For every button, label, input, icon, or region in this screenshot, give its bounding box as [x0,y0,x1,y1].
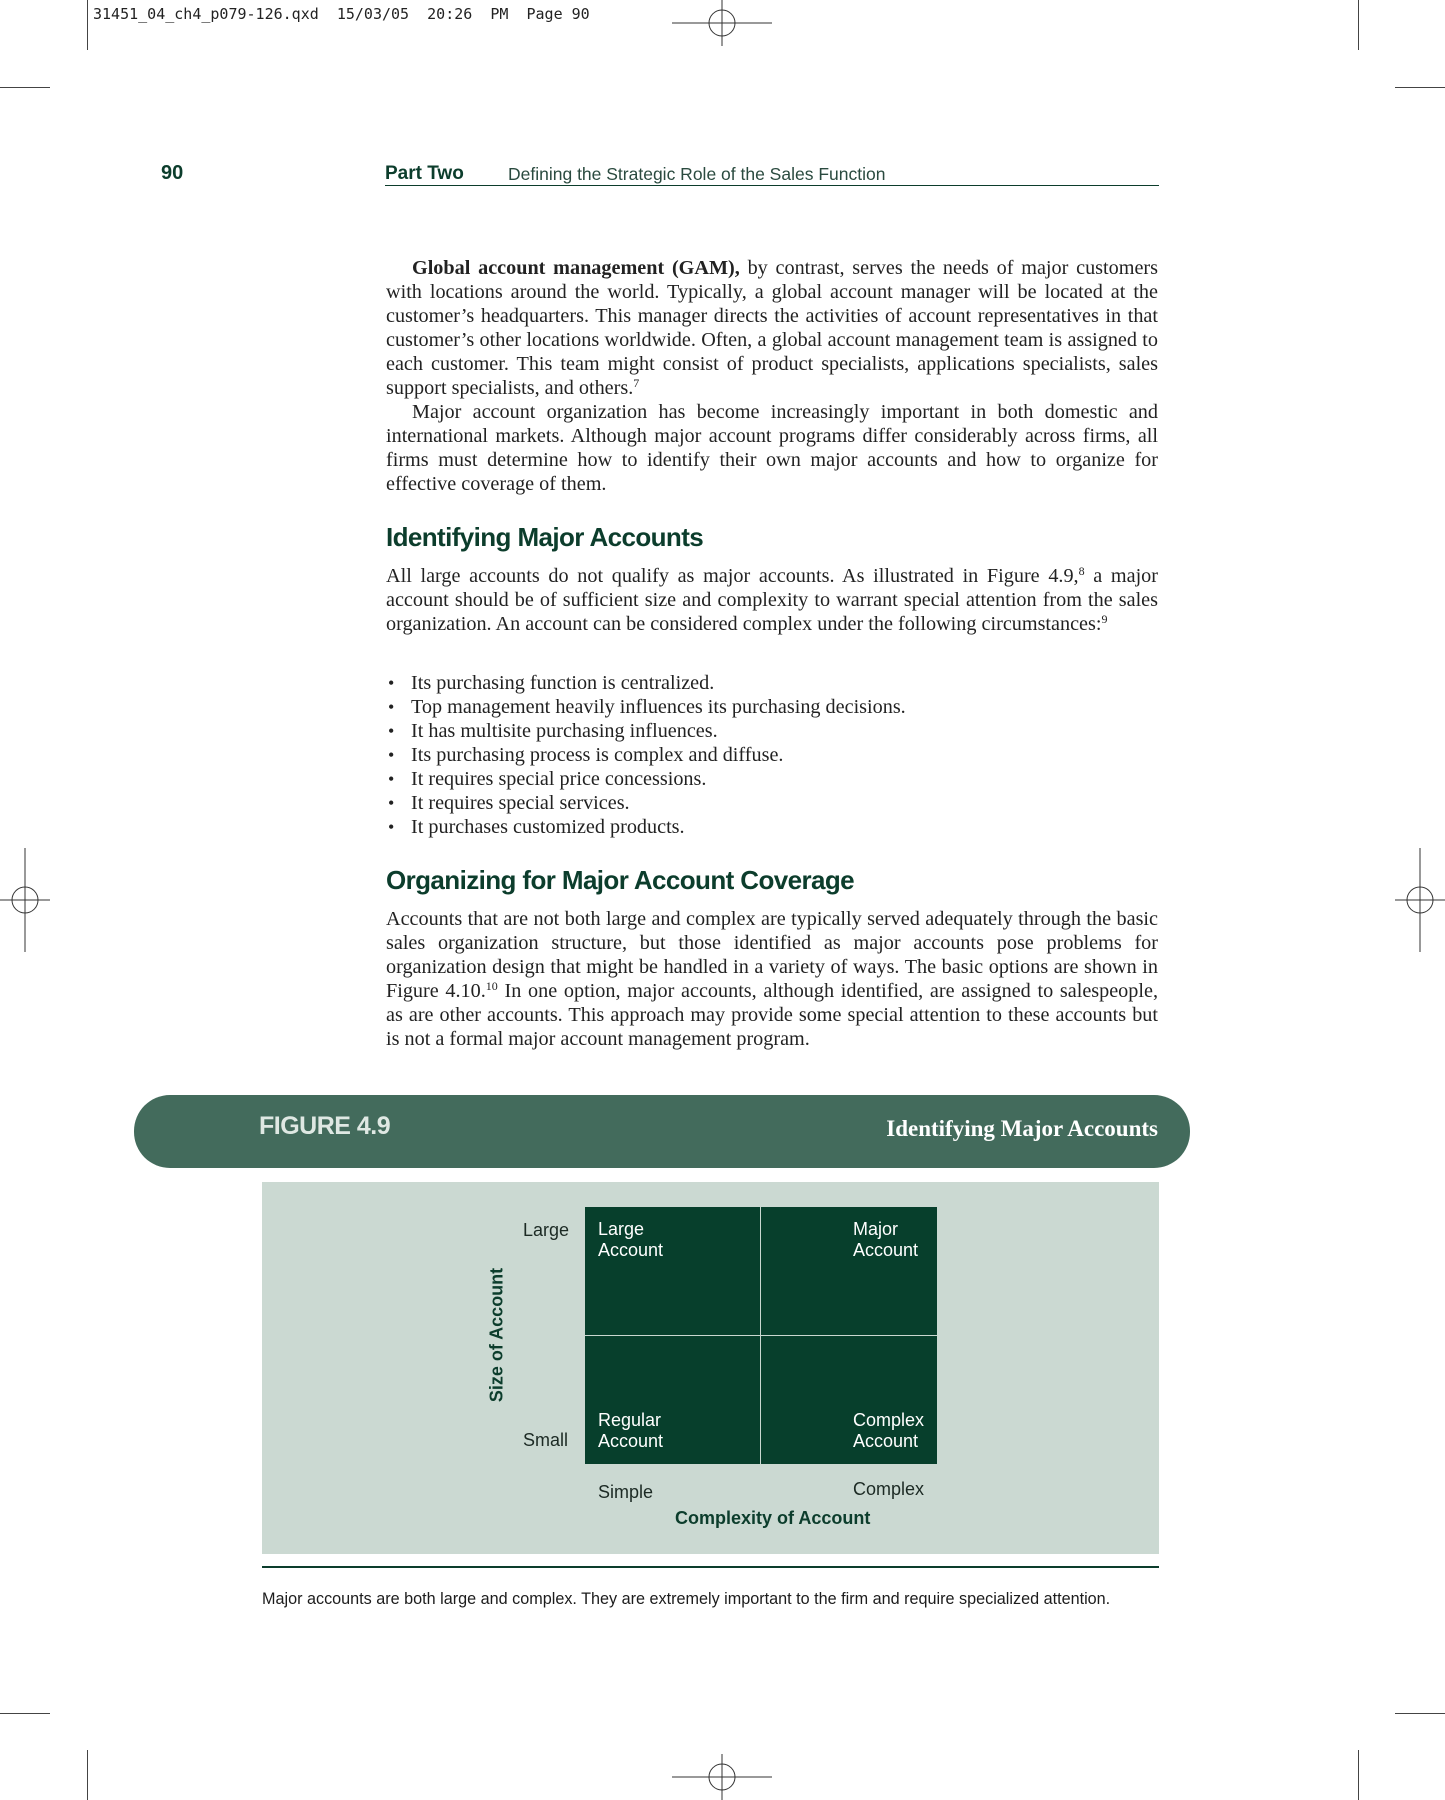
matrix-divider [585,1335,937,1336]
y-axis-title: Size of Account [486,1267,507,1403]
paragraph-text: All large accounts do not qualify as major accounts. As illustrated in Figure 4.9, [386,565,1079,587]
bullet-dot-icon: • [388,817,395,837]
bullet-item [386,767,1158,791]
bullet-dot-icon: • [388,697,395,717]
bullet-dot-icon: • [388,745,395,765]
paragraph-text: a major account should be of sufficient size and complexity to warrant special attention from the sales organization. An account can be considered complex under the following circumstances: [386,565,1158,635]
crop-mark [0,87,50,88]
bullet-text: It purchases customized products. [411,816,685,838]
bullet-list [386,671,1158,839]
crop-mark [1358,1750,1359,1800]
bullet-item [386,743,1158,767]
heading-organizing: Organizing for Major Account Coverage [386,865,855,895]
bullet-text: It has multisite purchasing influences. [411,720,718,742]
crop-mark [0,1713,50,1714]
paragraph-major-account-org: Major account organization has become increasingly important in both domestic and international markets. Although major account programs differ considerably across firms, all firms must determine how to identify their own major accounts and how to organize for effective coverage of them. [386,401,1158,495]
paragraph-text: by contrast, serves the needs of major customers with locations around the world. Typically, a global account manager will be located at the customer’s headquarters. This manager directs the activities of account representatives in that customer’s other locations worldwide. Often, a global account management team is assigned to each customer. This team might consist of product specialists, applications specialists, sales support specialists, and others. [386,257,1158,399]
figure-title: Identifying Major Accounts [886,1116,1158,1141]
body-block-3 [386,907,1158,1051]
bullet-item [386,791,1158,815]
footnote-ref: 10 [485,979,498,993]
bullet-dot-icon: • [388,769,395,789]
bullet-item [386,671,1158,695]
bullet-text: It requires special price concessions. [411,768,707,790]
bullet-dot-icon: • [388,793,395,813]
cell-large-account: Large Account [598,1219,664,1260]
paragraph-text: In one option, major accounts, although identified, are assigned to salespeople, as are other accounts. This approach may provide some special attention to these accounts but is not a formal major account management program. [386,980,1158,1050]
cell-major-account: Major Account [853,1219,919,1260]
bullet-text: Its purchasing process is complex and diffuse. [411,744,784,766]
body-block-1 [386,256,1158,496]
cell-regular-account: Regular Account [598,1410,664,1451]
x-axis-high-label: Complex [853,1479,925,1499]
figure-caption: Major accounts are both large and complex. They are extremely important to the firm and require specialized attention. [262,1590,1111,1608]
y-axis-high-label: Large [523,1220,570,1240]
bullet-text: It requires special services. [411,792,630,814]
part-label: Part Two [385,163,464,184]
print-slug: 31451_04_ch4_p079-126.qxd 15/03/05 20:26 PM Page 90 [93,5,590,23]
figure-rule [262,1566,1159,1568]
heading-identifying-major-accounts: Identifying Major Accounts [386,522,704,552]
crop-mark [1395,87,1445,88]
footnote-ref: 9 [1101,612,1108,626]
y-axis-low-label: Small [523,1430,569,1450]
bullet-item [386,695,1158,719]
bullet-text: Top management heavily influences its purchasing decisions. [411,696,906,718]
term-gam: Global account management (GAM), [412,257,740,279]
bullet-item [386,719,1158,743]
header-rule [385,185,1159,186]
registration-mark-icon [672,1754,772,1800]
crop-mark [1395,1713,1445,1714]
page-number: 90 [161,162,184,184]
account-matrix [585,1207,937,1464]
part-title: Defining the Strategic Role of the Sales Function [508,164,886,184]
paragraph-text: Accounts that are not both large and complex are typically served adequately through the basic sales organization structure, but those identified as major accounts pose problems for organization design that might be handled in a variety of ways. The basic options are shown in Figure 4.10. [386,908,1158,1002]
footnote-ref: 7 [633,376,640,390]
bullet-text: Its purchasing function is centralized. [411,672,715,694]
registration-mark-icon [1395,848,1445,952]
bullet-dot-icon: • [388,673,395,693]
body-block-2 [386,564,1158,636]
registration-mark-icon [672,0,772,46]
footnote-ref: 8 [1078,564,1085,578]
crop-mark [87,1750,88,1800]
paragraph-gam [386,256,1158,400]
x-axis-title: Complexity of Account [675,1508,871,1528]
registration-mark-icon [0,848,50,952]
figure-label: FIGURE 4.9 [259,1112,391,1140]
bullet-item [386,815,1158,839]
paragraph-organizing [386,907,1158,1051]
bullet-dot-icon: • [388,721,395,741]
crop-mark [1358,0,1359,50]
x-axis-low-label: Simple [598,1482,654,1502]
paragraph-identifying [386,564,1158,636]
cell-complex-account: Complex Account [853,1410,925,1451]
crop-mark [87,0,88,50]
